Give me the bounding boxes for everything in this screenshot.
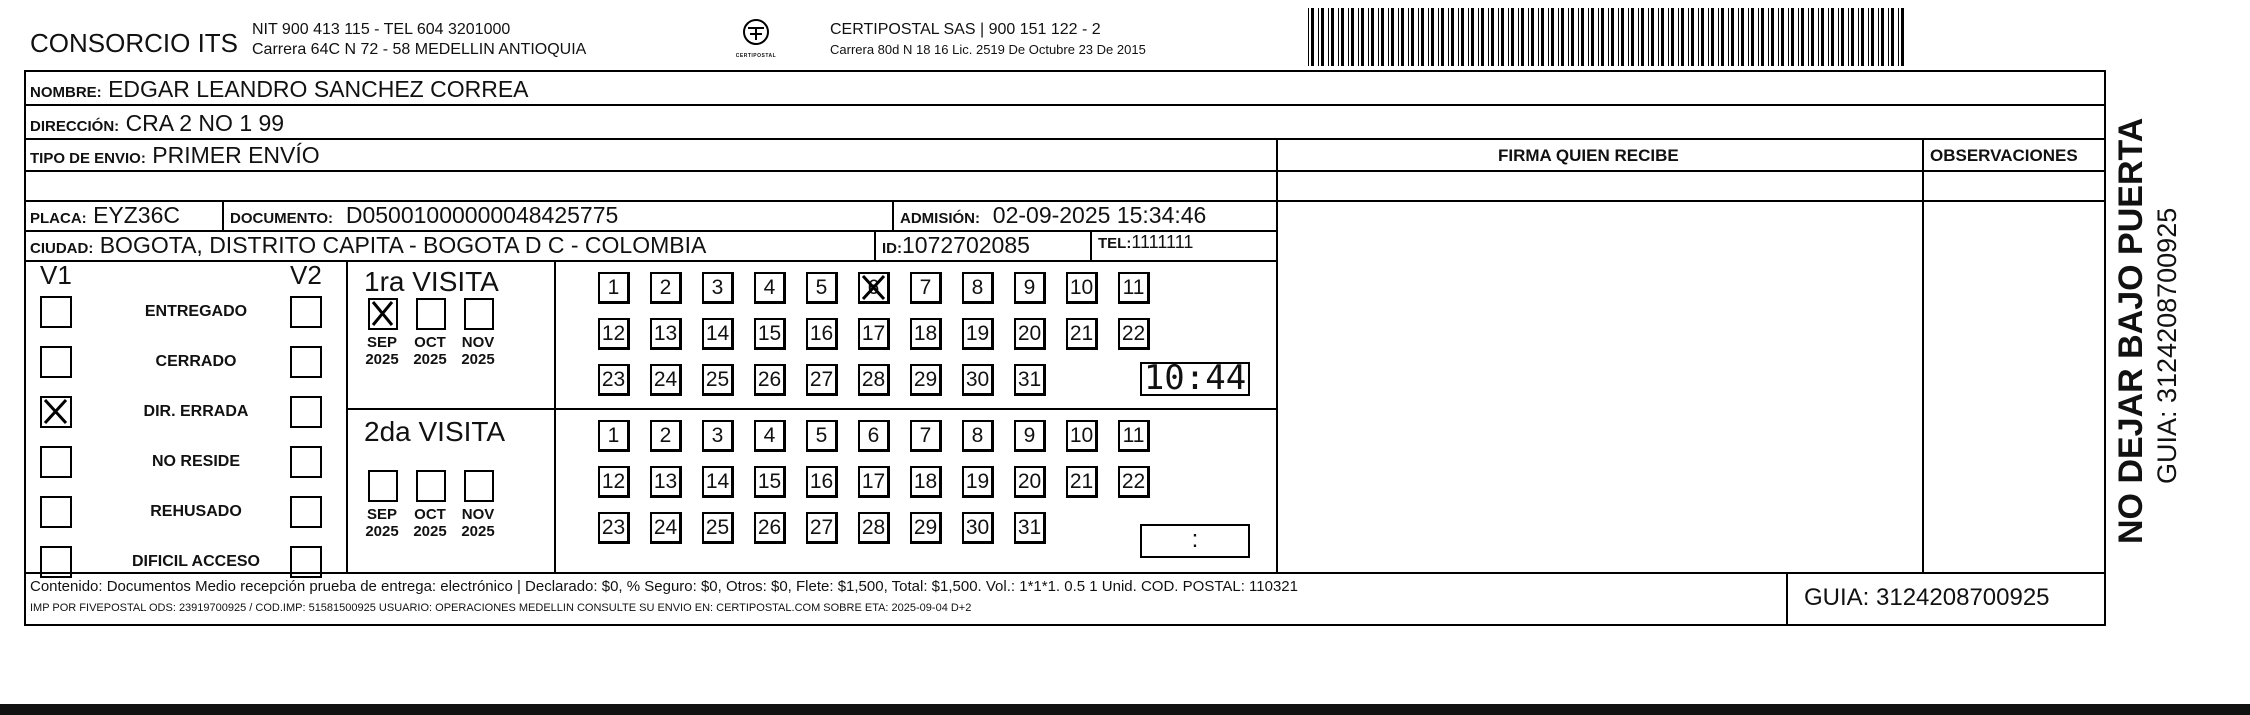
status-v2-checkbox[interactable] [290, 446, 322, 478]
check-x-icon [42, 398, 70, 426]
barcode-bar [1391, 8, 1394, 66]
month-name: SEP [366, 506, 397, 523]
month-label [408, 334, 452, 368]
barcode-bar [1891, 8, 1894, 66]
barcode-bar [1421, 8, 1424, 66]
barcode-bar [1801, 8, 1804, 66]
barcode-bar [1731, 8, 1734, 66]
month-label [456, 334, 500, 368]
barcode-bar [1838, 8, 1839, 66]
day-box[interactable]: 14 [702, 318, 734, 350]
barcode-bar [1378, 8, 1379, 66]
day-box[interactable]: 24 [650, 512, 682, 544]
day-box[interactable]: 8 [962, 420, 994, 452]
barcode-bar [1491, 8, 1494, 66]
day-box[interactable]: 2 [650, 272, 682, 304]
side-guia: GUIA: 3124208700925 [2152, 207, 2182, 484]
month-label [360, 334, 404, 368]
month-year: 2025 [365, 351, 399, 368]
barcode-bar [1468, 8, 1469, 66]
day-box[interactable]: 19 [962, 318, 994, 350]
day-box[interactable]: 17 [858, 318, 890, 350]
plate-row [30, 202, 180, 229]
barcode-bar [1371, 8, 1374, 66]
v1-label: V1 [40, 260, 72, 290]
day-box[interactable]: 9 [1014, 272, 1046, 304]
barcode-bar [1791, 8, 1794, 66]
row-line [26, 170, 2104, 172]
status-v1-checkbox[interactable] [40, 546, 72, 578]
day-box[interactable]: 22 [1118, 318, 1150, 350]
day-box[interactable]: 14 [702, 466, 734, 498]
barcode-bar [1561, 8, 1564, 66]
barcode-bar [1581, 8, 1584, 66]
day-box[interactable]: 3 [702, 272, 734, 304]
day-box[interactable]: 30 [962, 364, 994, 396]
barcode-bar [1751, 8, 1754, 66]
barcode-bar [1771, 8, 1774, 66]
barcode-bar [1668, 8, 1669, 66]
month-checkbox[interactable] [368, 470, 398, 502]
day-box[interactable]: 17 [858, 466, 890, 498]
day-box[interactable]: 26 [754, 512, 786, 544]
nit-line: NIT 900 413 115 - TEL 604 3201000 [252, 21, 511, 38]
month-checkbox[interactable] [464, 470, 494, 502]
courier-nit: CERTIPOSTAL SAS | 900 151 122 - 2 [830, 21, 1101, 38]
barcode-bar [1901, 8, 1904, 66]
month-name: NOV [461, 334, 495, 351]
barcode-bar [1498, 8, 1499, 66]
barcode-bar [1458, 8, 1459, 66]
barcode-bar [1848, 8, 1849, 66]
day-box[interactable]: 8 [962, 272, 994, 304]
plate-value: EYZ36C [93, 202, 180, 228]
status-label: CERRADO [155, 353, 237, 370]
day-box[interactable]: 1 [598, 420, 630, 452]
tel-row [1098, 232, 1193, 253]
barcode-bar [1368, 8, 1369, 66]
month-label [408, 506, 452, 540]
barcode-bar [1828, 8, 1829, 66]
barcode-bar [1328, 8, 1329, 66]
barcode-bar [1508, 8, 1509, 66]
status-label: NO RESIDE [151, 453, 240, 470]
barcode-bar [1728, 8, 1729, 66]
month-checkbox[interactable] [416, 298, 446, 330]
barcode-bar [1448, 8, 1449, 66]
barcode-bar [1821, 8, 1824, 66]
day-box[interactable]: 24 [650, 364, 682, 396]
address-label: DIRECCIÓN: [30, 118, 120, 135]
barcode-bar [1451, 8, 1454, 66]
month-checkbox[interactable] [416, 470, 446, 502]
day-box[interactable]: 12 [598, 466, 630, 498]
day-box[interactable]: 16 [806, 466, 838, 498]
admission-row [900, 202, 1206, 229]
day-box[interactable]: 10 [1066, 420, 1098, 452]
barcode-bar [1618, 8, 1619, 66]
barcode-bar [1761, 8, 1764, 66]
barcode-bar [1798, 8, 1799, 66]
row-line [26, 260, 1276, 262]
barcode-bar [1478, 8, 1479, 66]
barcode-bar [1711, 8, 1714, 66]
month-year: 2025 [365, 523, 399, 540]
day-box[interactable]: 26 [754, 364, 786, 396]
day-box[interactable]: 21 [1066, 466, 1098, 498]
barcode-bar [1878, 8, 1879, 66]
shipping-type-value: PRIMER ENVÍO [152, 142, 320, 168]
status-label: ENTREGADO [144, 303, 248, 320]
barcode-bar [1528, 8, 1529, 66]
barcode-bar [1621, 8, 1624, 66]
status-v1-checkbox[interactable] [40, 396, 72, 428]
admission-label: ADMISIÓN: [900, 210, 980, 227]
barcode-bar [1628, 8, 1629, 66]
col-line [1276, 138, 1278, 572]
month-year: 2025 [413, 351, 447, 368]
day-box[interactable]: 29 [910, 364, 942, 396]
barcode-bar [1718, 8, 1719, 66]
col-line [1090, 230, 1092, 260]
day-box[interactable]: 2 [650, 420, 682, 452]
name-row [30, 76, 529, 103]
visit2-time[interactable]: : [1140, 524, 1250, 558]
col-line [222, 200, 224, 230]
day-box[interactable]: 16 [806, 318, 838, 350]
status-v1-checkbox[interactable] [40, 346, 72, 378]
barcode-bar [1691, 8, 1694, 66]
barcode-bar [1331, 8, 1334, 66]
visit1-title: 1ra VISITA [364, 266, 499, 297]
barcode-bar [1548, 8, 1549, 66]
day-box[interactable]: 12 [598, 318, 630, 350]
courier-license: Carrera 80d N 18 16 Lic. 2519 De Octubre 23 De 2015 [830, 42, 1146, 57]
barcode-bar [1631, 8, 1634, 66]
barcode-bar [1481, 8, 1484, 66]
barcode-bar [1348, 8, 1349, 66]
barcode-bar [1501, 8, 1504, 66]
footer-content: Contenido: Documentos Medio recepción prueba de entrega: electrónico | Declarado: $0, % Seguro: $0, Otros: $0, Flete: $1,500, Total: $1,500. Vol.: 1*1*1. 0.5 1 Unid. COD. POSTAL: 110321 [30, 578, 1298, 595]
day-box[interactable]: 21 [1066, 318, 1098, 350]
barcode-bar [1408, 8, 1409, 66]
barcode-bar [1781, 8, 1784, 66]
barcode-bar [1538, 8, 1539, 66]
document-row [230, 202, 618, 229]
visit1-time[interactable]: 10:44 [1140, 362, 1250, 396]
barcode-bar [1608, 8, 1609, 66]
day-box[interactable]: 25 [702, 512, 734, 544]
barcode-bar [1758, 8, 1759, 66]
logo-icon [726, 18, 786, 48]
day-box[interactable]: 31 [1014, 364, 1046, 396]
barcode-bar [1428, 8, 1429, 66]
barcode-bar [1471, 8, 1474, 66]
barcode-bar [1518, 8, 1519, 66]
barcode-bar [1858, 8, 1859, 66]
barcode-bar [1861, 8, 1864, 66]
day-box[interactable]: 11 [1118, 420, 1150, 452]
barcode-bar [1708, 8, 1709, 66]
barcode-bar [1888, 8, 1889, 66]
month-checkbox[interactable] [368, 298, 398, 330]
month-label [360, 506, 404, 540]
status-label: DIR. ERRADA [143, 403, 249, 420]
day-box[interactable]: 13 [650, 466, 682, 498]
barcode-bar [1571, 8, 1574, 66]
barcode-bar [1418, 8, 1419, 66]
address-value: CRA 2 NO 1 99 [125, 110, 285, 136]
month-year: 2025 [413, 523, 447, 540]
company-nit [252, 20, 586, 60]
day-box[interactable]: 1 [598, 272, 630, 304]
barcode-bar [1318, 8, 1319, 66]
day-box[interactable]: 28 [858, 512, 890, 544]
barcode-bar [1341, 8, 1344, 66]
footer-printed: IMP POR FIVEPOSTAL ODS: 23919700925 / COD.IMP: 51581500925 USUARIO: OPERACIONES MEDELLIN CONSULTE SU ENVIO EN: CERTIPOSTAL.COM SOBRE ETA: 2025-09-04 D+2 [30, 602, 972, 614]
barcode-bar [1748, 8, 1749, 66]
id-label: ID: [882, 240, 902, 257]
barcode-bar [1741, 8, 1744, 66]
day-box[interactable]: 9 [1014, 420, 1046, 452]
plate-label: PLACA: [30, 210, 87, 227]
status-v1-checkbox[interactable] [40, 296, 72, 328]
barcode-bar [1808, 8, 1809, 66]
status-label: DIFICIL ACCESO [131, 553, 260, 570]
barcode-bar [1831, 8, 1834, 66]
month-name: OCT [414, 506, 446, 523]
barcode-bar [1818, 8, 1819, 66]
barcode-bar [1591, 8, 1594, 66]
barcode [1308, 8, 1908, 66]
tel-label: TEL: [1098, 235, 1132, 252]
name-value: EDGAR LEANDRO SANCHEZ CORREA [108, 76, 529, 102]
courier-info [830, 20, 1146, 60]
barcode-bar [1551, 8, 1554, 66]
shipping-type-label: TIPO DE ENVIO: [30, 150, 146, 167]
day-box[interactable]: 4 [754, 420, 786, 452]
day-box[interactable]: 25 [702, 364, 734, 396]
id-row [882, 232, 1030, 259]
document-label: DOCUMENTO: [230, 210, 334, 227]
tel-value: 1111111 [1131, 232, 1194, 252]
month-year: 2025 [461, 351, 495, 368]
day-box[interactable]: 20 [1014, 318, 1046, 350]
row-line [26, 138, 2104, 140]
barcode-bar [1788, 8, 1789, 66]
barcode-bar [1701, 8, 1704, 66]
barcode-bar [1881, 8, 1884, 66]
barcode-bar [1358, 8, 1359, 66]
barcode-bar [1698, 8, 1699, 66]
visit-divider [346, 408, 1276, 410]
barcode-bar [1778, 8, 1779, 66]
barcode-bar [1461, 8, 1464, 66]
day-box[interactable]: 20 [1014, 466, 1046, 498]
barcode-bar [1611, 8, 1614, 66]
day-box[interactable]: 18 [910, 466, 942, 498]
barcode-bar [1388, 8, 1389, 66]
observations-header: OBSERVACIONES [1930, 146, 2078, 165]
day-box[interactable]: 6 [858, 272, 890, 304]
day-box[interactable]: 27 [806, 512, 838, 544]
barcode-bar [1558, 8, 1559, 66]
barcode-bar [1381, 8, 1384, 66]
barcode-bar [1511, 8, 1514, 66]
status-v2-checkbox[interactable] [290, 346, 322, 378]
day-box[interactable]: 28 [858, 364, 890, 396]
day-box[interactable]: 4 [754, 272, 786, 304]
delivery-form [24, 70, 2106, 626]
day-box[interactable]: 30 [962, 512, 994, 544]
barcode-bar [1338, 8, 1339, 66]
day-box[interactable]: 29 [910, 512, 942, 544]
col-line [346, 260, 348, 572]
day-box[interactable]: 6 [858, 420, 890, 452]
barcode-bar [1851, 8, 1854, 66]
barcode-bar [1411, 8, 1414, 66]
barcode-bar [1361, 8, 1364, 66]
barcode-bar [1681, 8, 1684, 66]
footer-guia: GUIA: 3124208700925 [1804, 584, 2050, 611]
col-line [1786, 572, 1788, 626]
city-value: BOGOTA, DISTRITO CAPITA - BOGOTA D C - COLOMBIA [99, 232, 707, 258]
barcode-bar [1521, 8, 1524, 66]
barcode-bar [1598, 8, 1599, 66]
col-line [1922, 138, 1924, 572]
barcode-bar [1431, 8, 1434, 66]
barcode-bar [1398, 8, 1399, 66]
day-box[interactable]: 31 [1014, 512, 1046, 544]
company-address: Carrera 64C N 72 - 58 MEDELLIN ANTIOQUIA [252, 41, 587, 58]
col-line [554, 260, 556, 572]
barcode-bar [1651, 8, 1654, 66]
barcode-bar [1658, 8, 1659, 66]
barcode-bar [1871, 8, 1874, 66]
barcode-bar [1648, 8, 1649, 66]
address-row [30, 110, 284, 137]
barcode-bar [1641, 8, 1644, 66]
side-notice: NO DEJAR BAJO PUERTA [2112, 117, 2150, 544]
col-line [874, 230, 876, 260]
barcode-bar [1601, 8, 1604, 66]
certipostal-logo [726, 18, 786, 62]
col-line [892, 200, 894, 230]
barcode-bar [1661, 8, 1664, 66]
name-label: NOMBRE: [30, 84, 102, 101]
row-line [26, 572, 2104, 574]
day-box[interactable]: 15 [754, 318, 786, 350]
barcode-bar [1841, 8, 1844, 66]
document-value: D05001000000048425775 [345, 202, 619, 228]
day-box[interactable]: 5 [806, 420, 838, 452]
day-box[interactable]: 27 [806, 364, 838, 396]
barcode-bar [1721, 8, 1724, 66]
day-box[interactable]: 3 [702, 420, 734, 452]
barcode-bar [1321, 8, 1324, 66]
day-box[interactable]: 7 [910, 272, 942, 304]
month-checkbox[interactable] [464, 298, 494, 330]
company-name: CONSORCIO ITS [30, 28, 239, 58]
barcode-bar [1738, 8, 1739, 66]
barcode-bar [1531, 8, 1534, 66]
month-label [456, 506, 500, 540]
month-year: 2025 [461, 523, 495, 540]
barcode-bar [1811, 8, 1814, 66]
day-box[interactable]: 18 [910, 318, 942, 350]
day-box[interactable]: 5 [806, 272, 838, 304]
barcode-bar [1541, 8, 1544, 66]
day-box[interactable]: 10 [1066, 272, 1098, 304]
barcode-bar [1638, 8, 1639, 66]
status-v2-checkbox[interactable] [290, 296, 322, 328]
status-label: REHUSADO [150, 503, 242, 520]
day-box[interactable]: 23 [598, 512, 630, 544]
barcode-bar [1308, 8, 1309, 66]
shipping-type-row [30, 142, 320, 169]
city-row [30, 232, 706, 259]
barcode-bar [1401, 8, 1404, 66]
status-v2-checkbox[interactable] [290, 546, 322, 578]
day-box[interactable]: 23 [598, 364, 630, 396]
check-x-icon [860, 274, 888, 302]
barcode-bar [1898, 8, 1899, 66]
barcode-bar [1671, 8, 1674, 66]
admission-value: 02-09-2025 15:34:46 [992, 202, 1207, 228]
day-box[interactable]: 7 [910, 420, 942, 452]
barcode-bar [1438, 8, 1439, 66]
barcode-bar [1351, 8, 1354, 66]
barcode-bar [1688, 8, 1689, 66]
barcode-bar [1488, 8, 1489, 66]
barcode-bar [1441, 8, 1444, 66]
visit2-title: 2da VISITA [364, 416, 506, 447]
id-value: 1072702085 [902, 232, 1030, 258]
status-v1-checkbox[interactable] [40, 446, 72, 478]
day-box[interactable]: 22 [1118, 466, 1150, 498]
month-name: NOV [461, 506, 495, 523]
barcode-bar [1868, 8, 1869, 66]
row-line [26, 104, 2104, 106]
day-box[interactable]: 19 [962, 466, 994, 498]
day-box[interactable]: 11 [1118, 272, 1150, 304]
day-box[interactable]: 13 [650, 318, 682, 350]
barcode-bar [1768, 8, 1769, 66]
barcode-bar [1588, 8, 1589, 66]
city-label: CIUDAD: [30, 240, 94, 257]
status-v1-checkbox[interactable] [40, 496, 72, 528]
signature-header: FIRMA QUIEN RECIBE [1498, 146, 1679, 165]
barcode-bar [1678, 8, 1679, 66]
barcode-bar [1568, 8, 1569, 66]
logo-text: CERTIPOSTAL [735, 53, 777, 59]
day-box[interactable]: 15 [754, 466, 786, 498]
v2-label: V2 [290, 260, 322, 290]
month-name: SEP [366, 334, 397, 351]
status-v2-checkbox[interactable] [290, 396, 322, 428]
month-name: OCT [414, 334, 446, 351]
barcode-bar [1578, 8, 1579, 66]
status-v2-checkbox[interactable] [290, 496, 322, 528]
scan-edge [0, 704, 2250, 715]
check-x-icon [370, 300, 396, 328]
barcode-bar [1311, 8, 1314, 66]
